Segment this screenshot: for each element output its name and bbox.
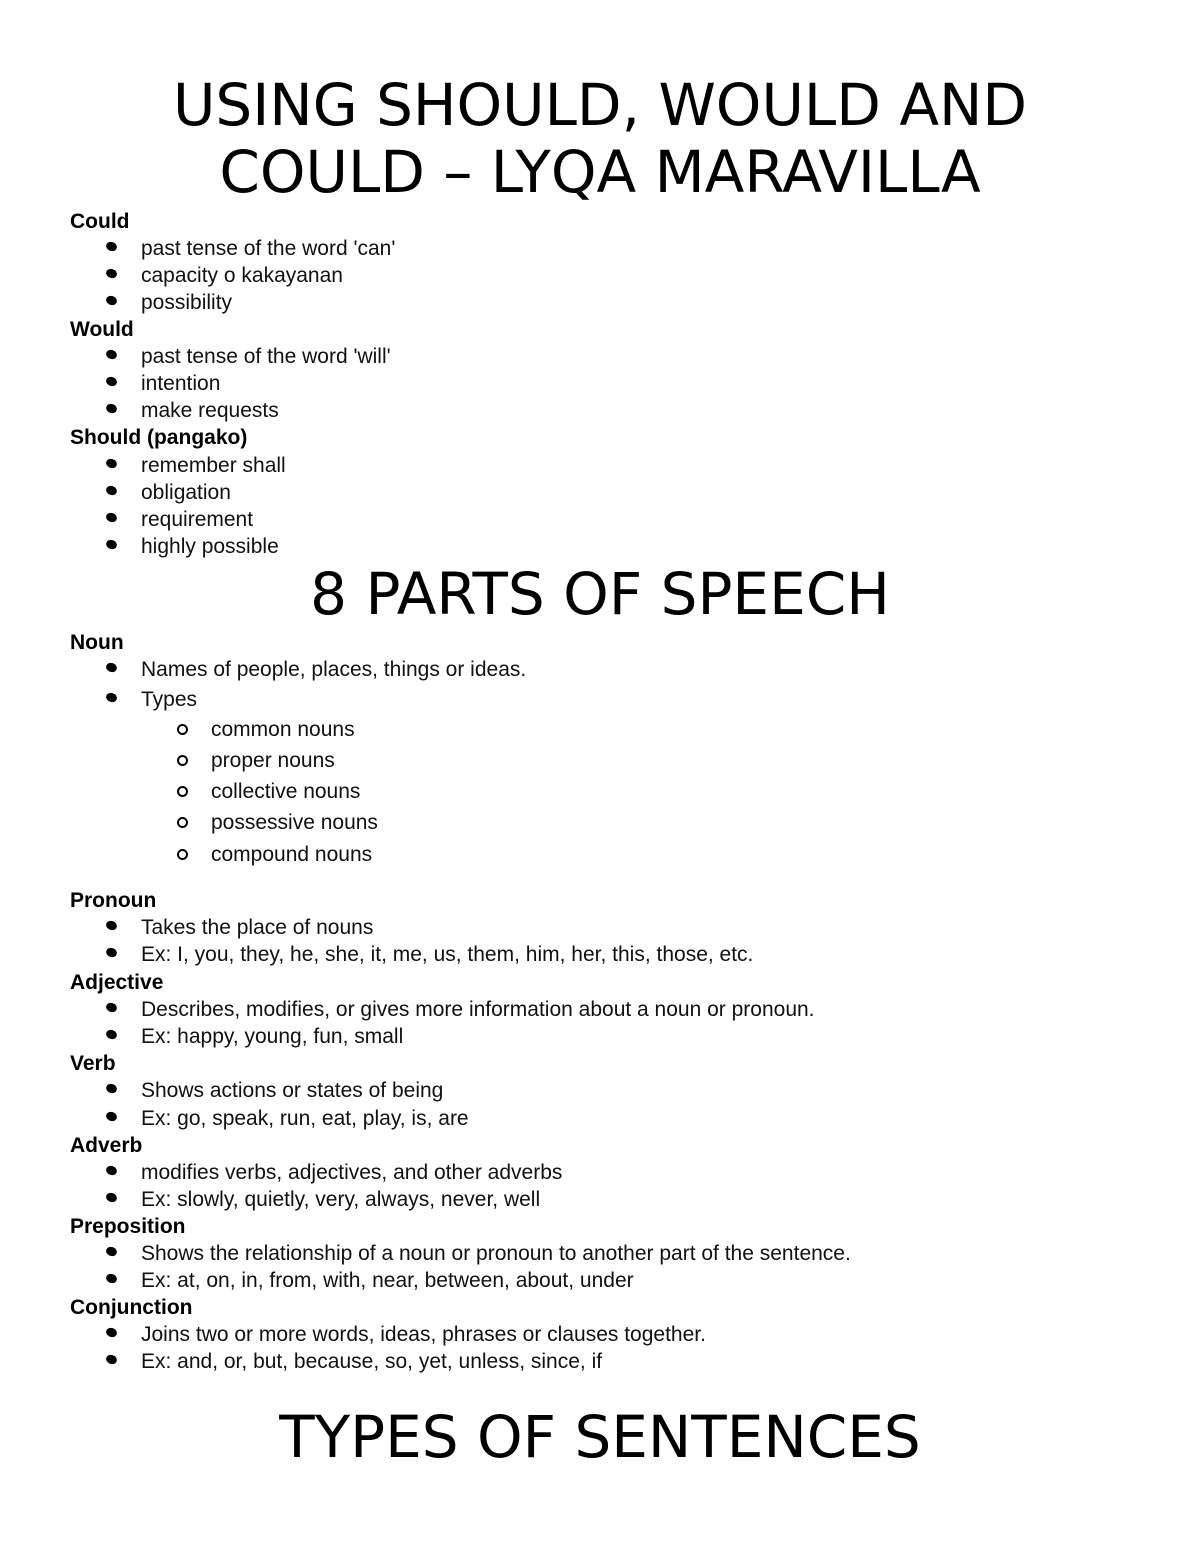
- bullet-icon: [105, 484, 118, 496]
- sub-list-item: common nouns: [211, 718, 355, 741]
- list-item: Joins two or more words, ideas, phrases or clauses together.: [141, 1323, 706, 1346]
- list-item: Names of people, places, things or ideas.: [141, 658, 527, 681]
- bullet-icon: [105, 457, 118, 469]
- list-item: Takes the place of nouns: [141, 916, 374, 939]
- section-title-types-of-sentences: TYPES OF SENTENCES: [279, 1403, 921, 1471]
- heading-adverb: Adverb: [70, 1134, 143, 1157]
- list-item: intention: [141, 372, 221, 395]
- list-item: Types: [141, 688, 198, 711]
- list-item: highly possible: [141, 535, 279, 558]
- bullet-icon: [105, 946, 118, 958]
- bullet-icon: [105, 375, 118, 387]
- bullet-icon: [105, 1028, 118, 1040]
- sub-bullet-icon: [177, 817, 188, 828]
- bullet-icon: [105, 348, 118, 360]
- sub-bullet-icon: [177, 849, 188, 860]
- heading-pronoun: Pronoun: [70, 889, 157, 912]
- heading-conjunction: Conjunction: [70, 1296, 193, 1319]
- bullet-icon: [105, 1110, 118, 1122]
- bullet-icon: [105, 1082, 118, 1094]
- sub-bullet-icon: [177, 755, 188, 766]
- heading-would: Would: [70, 318, 134, 341]
- sub-list-item: collective nouns: [211, 780, 361, 803]
- sub-list-item: compound nouns: [211, 843, 373, 866]
- list-item: Shows the relationship of a noun or pronoun to another part of the sentence.: [141, 1242, 851, 1265]
- list-item: past tense of the word 'can': [141, 237, 396, 260]
- bullet-icon: [105, 1191, 118, 1203]
- bullet-icon: [105, 1326, 118, 1338]
- bullet-icon: [105, 294, 118, 306]
- heading-verb: Verb: [70, 1052, 116, 1075]
- list-item: possibility: [141, 291, 233, 314]
- bullet-icon: [105, 511, 118, 523]
- bullet-icon: [105, 1245, 118, 1257]
- list-item: Ex: and, or, but, because, so, yet, unless, since, if: [141, 1350, 603, 1373]
- bullet-icon: [105, 1001, 118, 1013]
- page-title-line-1: USING SHOULD, WOULD AND: [172, 71, 1028, 139]
- list-item: remember shall: [141, 454, 286, 477]
- list-item: Ex: I, you, they, he, she, it, me, us, them, him, her, this, those, etc.: [141, 943, 754, 966]
- sub-list-item: possessive nouns: [211, 811, 378, 834]
- sub-bullet-icon: [177, 724, 188, 735]
- heading-preposition: Preposition: [70, 1215, 186, 1238]
- list-item: Describes, modifies, or gives more information about a noun or pronoun.: [141, 998, 815, 1021]
- sub-bullet-icon: [177, 786, 188, 797]
- section-title-parts-of-speech: 8 PARTS OF SPEECH: [310, 560, 890, 628]
- list-item: make requests: [141, 399, 279, 422]
- heading-noun: Noun: [70, 631, 124, 654]
- bullet-icon: [105, 1272, 118, 1284]
- bullet-icon: [105, 1353, 118, 1365]
- heading-should: Should (pangako): [70, 426, 248, 449]
- list-item: Ex: slowly, quietly, very, always, never, well: [141, 1188, 541, 1211]
- bullet-icon: [105, 1164, 118, 1176]
- list-item: Ex: at, on, in, from, with, near, between, about, under: [141, 1269, 634, 1292]
- list-item: past tense of the word 'will': [141, 345, 391, 368]
- list-item: Ex: happy, young, fun, small: [141, 1025, 404, 1048]
- bullet-icon: [105, 691, 118, 703]
- list-item: requirement: [141, 508, 254, 531]
- list-item: modifies verbs, adjectives, and other adverbs: [141, 1161, 563, 1184]
- heading-adjective: Adjective: [70, 971, 164, 994]
- bullet-icon: [105, 240, 118, 252]
- list-item: obligation: [141, 481, 231, 504]
- bullet-icon: [105, 538, 118, 550]
- list-item: Ex: go, speak, run, eat, play, is, are: [141, 1107, 469, 1130]
- list-item: Shows actions or states of being: [141, 1079, 444, 1102]
- sub-list-item: proper nouns: [211, 749, 335, 772]
- bullet-icon: [105, 919, 118, 931]
- heading-could: Could: [70, 210, 130, 233]
- bullet-icon: [105, 267, 118, 279]
- bullet-icon: [105, 402, 118, 414]
- list-item: capacity o kakayanan: [141, 264, 343, 287]
- page-title-line-2: COULD – LYQA MARAVILLA: [219, 138, 981, 206]
- bullet-icon: [105, 661, 118, 673]
